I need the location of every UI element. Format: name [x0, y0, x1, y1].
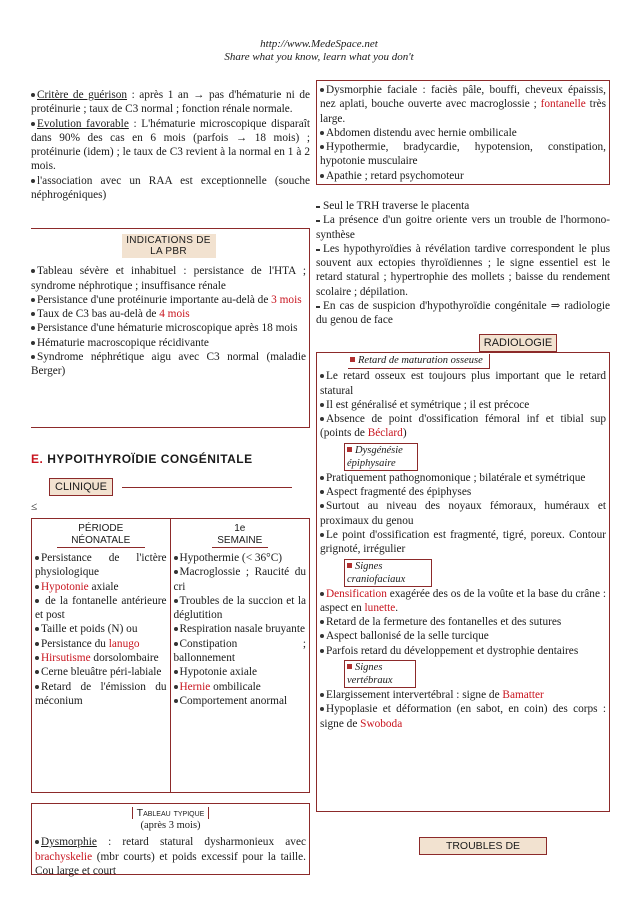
bullet-icon: [320, 145, 324, 149]
page-header: [0, 38, 638, 64]
clinique-label: CLINIQUE: [49, 478, 113, 496]
bullet-icon: [35, 840, 39, 844]
square-bullet-icon: [347, 664, 352, 669]
bullet-icon: [320, 174, 324, 178]
divider: [122, 487, 292, 488]
bullet-icon: [320, 476, 324, 480]
bullet-icon: [31, 93, 35, 97]
troubles-label: TROUBLES DE: [419, 837, 547, 855]
bullet-icon: [320, 620, 324, 624]
section-e-title: HYPOITHYROÏDIE CONGÉNITALE: [47, 452, 253, 466]
bullet-icon: [320, 649, 324, 653]
bullet-icon: [320, 707, 324, 711]
tableau-title: Tableau typique: [132, 807, 210, 819]
bullet-icon: [320, 88, 324, 92]
dash-icon: [316, 306, 320, 308]
dash-icon: [316, 206, 320, 208]
radiologie-label: RADIOLOGIE: [479, 334, 557, 352]
bullet-icon: [35, 642, 39, 646]
raa-paragraph: l'association avec un RAA est exceptionnelle (souche néphrogéniques): [31, 174, 310, 202]
bullet-icon: [320, 490, 324, 494]
dysgenesie-label: Dysgénésie épiphysaire: [344, 443, 418, 471]
section-e-heading: E. HYPOITHYROÏDIE CONGÉNITALE: [31, 452, 253, 466]
bullet-icon: [320, 417, 324, 421]
square-bullet-icon: [347, 447, 352, 452]
craniofaciaux-label: Signes craniofaciaux: [344, 559, 432, 587]
bullet-icon: [31, 341, 35, 345]
periode-table: [31, 518, 310, 793]
tableau-subtitle: (après 3 mois): [140, 820, 201, 832]
bullet-icon: [35, 556, 39, 560]
bullet-icon: [31, 269, 35, 273]
dash-icon: [316, 249, 320, 251]
bullet-icon: [31, 312, 35, 316]
trh-notes: Seul le TRH traverse le placenta La présence d'un goitre oriente vers un trouble de l'hormono-synthèse Les hypothyroïdies à révélation tardive correspondent le plus souvent aux ectopies thyroïdiennes ; le signe essentiel est le retard statural ; hypertrophie des mollets ; baisse du rendement scolaire ; dépilation. En cas de suspicion d'hypothyroïdie congénitale ⇒ radiologie du genou de face: [316, 200, 610, 327]
bullet-icon: [35, 599, 39, 603]
troubles-heading: [316, 837, 610, 855]
header-tagline: Share what you know, learn what you don't: [224, 51, 414, 63]
bullet-icon: [35, 627, 39, 631]
bullet-icon: [35, 670, 39, 674]
bullet-icon: [320, 403, 324, 407]
square-bullet-icon: [347, 563, 352, 568]
evolution-label: Evolution favorable: [37, 117, 129, 130]
bullet-icon: [174, 670, 178, 674]
header-url[interactable]: http://www.MedeSpace.net: [260, 38, 378, 50]
bullet-icon: [320, 131, 324, 135]
bullet-icon: [174, 627, 178, 631]
evolution-paragraph: Evolution favorable : L'hématurie microscopique disparaît dans 90% des cas en 6 mois (parfois → 18 mois) ; protéinurie (idem) ; le taux de C3 revient à la normal en 1 à 2 mois.: [31, 117, 310, 173]
retard-maturation-label: Retard de maturation osseuse: [348, 354, 490, 369]
tableau-typique-box: Tableau typique (après 3 mois) Dysmorphie : retard statural dysharmonieux avec brachyskelie (mbr courts) et poids excessif pour la taille. Cou large et court: [31, 803, 310, 875]
criteria-label: Critère de guérison: [37, 89, 128, 101]
bullet-icon: [31, 298, 35, 302]
indications-box: INDICATIONS DE LA PBR Tableau sévère et inhabituel : persistance de l'HTA ; syndrome néphrotique ; insuffisance rénale Persistance d'une protéinurie importante au-delà de 3 mois Taux de C3 bas au-delà de 4 mois Persistance d'une hématurie microscopique après 18 mois Hématurie macroscopique récidivante Syndrome néphrétique aigu avec C3 normal (maladie Berger): [31, 228, 310, 428]
neonatal-title: PÉRIODE NÉONATALE: [57, 523, 145, 548]
clinique-heading: [31, 478, 310, 515]
bullet-icon: [174, 642, 178, 646]
bullet-icon: [320, 693, 324, 697]
bullet-icon: [174, 699, 178, 703]
bullet-icon: [31, 326, 35, 330]
bullet-icon: [174, 599, 178, 603]
left-column: [31, 88, 310, 202]
vertebraux-label: Signes vertébraux: [344, 660, 416, 688]
dash-icon: [316, 220, 320, 222]
indications-title: INDICATIONS DE LA PBR: [122, 234, 216, 258]
bullet-icon: [320, 592, 324, 596]
bullet-icon: [31, 122, 35, 126]
criteria-paragraph: Critère de guérison : après 1 an → pas d'hématurie ni de protéinurie ; taux de C3 normal ; fonction rénale normale.: [31, 89, 310, 116]
bullet-icon: [35, 656, 39, 660]
bullet-icon: [320, 374, 324, 378]
first-week-column: 1e SEMAINE Hypothermie (< 36°C) Macroglossie ; Raucité du cri Troubles de la succion et la déglutition Respiration nasale bruyante Constipation ; ballonnement Hypotonie axiale Hernie ombilicale Comportement anormal: [173, 523, 306, 707]
bullet-icon: [35, 685, 39, 689]
bullet-icon: [174, 556, 178, 560]
square-bullet-icon: [350, 357, 355, 362]
neonatal-column: PÉRIODE NÉONATALE Persistance de l'ictère physiologique Hypotonie axiale de la fontanelle antérieure et post Taille et poids (N) ou Persistance du lanugo Hirsutisme dorsolombaire Cerne bleuâtre péri-labiale Retard de l'émission du méconium: [32, 519, 171, 792]
bullet-icon: [174, 570, 178, 574]
right-top-box: Dysmorphie faciale : faciès pâle, bouffi, cheveux épaissis, nez aplati, bouche ouverte avec macroglossie ; fontanelle très large. Abdomen distendu avec hernie ombilicale Hypothermie, bradycardie, hypotension, constipation, hypotonie musculaire Apathie ; retard psychomoteur: [316, 80, 610, 185]
radiologie-box: Retard de maturation osseuse Le retard osseux est toujours plus important que le retard statural Il est généralisé et symétrique ; il est précoce Absence de point d'ossification fémoral inf et tibial sup (points de Béclard) Dysgénésie épiphysaire Pratiquement pathognomonique ; bilatérale et symétrique Aspect fragmenté des épiphyses Surtout au niveau des noyaux fémoraux, huméraux et proximaux du genou Le point d'ossification est fragmenté, tigré, poreux. Contour grignoté, irrégulier Signes craniofaciaux Densification exagérée des os de la voûte et la base du crâne : aspect en lunette. Retard de la fermeture des fontanelles et des sutures Aspect ballonisé de la selle turcique Parfois retard du développement et dystrophie dentaires Signes vertébraux Elargissement intervertébral : signe de Bamatter Hypoplasie et déformation (en sabot, en coin) des corps : signe de Swoboda: [316, 352, 610, 812]
bullet-icon: [31, 355, 35, 359]
bullet-icon: [31, 179, 35, 183]
bullet-icon: [320, 504, 324, 508]
first-week-title: 1e SEMAINE: [212, 523, 268, 548]
bullet-icon: [174, 685, 178, 689]
le-symbol: ≤: [31, 501, 38, 514]
bullet-icon: [320, 634, 324, 638]
radiologie-heading: [316, 334, 610, 352]
bullet-icon: [35, 585, 39, 589]
bullet-icon: [320, 533, 324, 537]
